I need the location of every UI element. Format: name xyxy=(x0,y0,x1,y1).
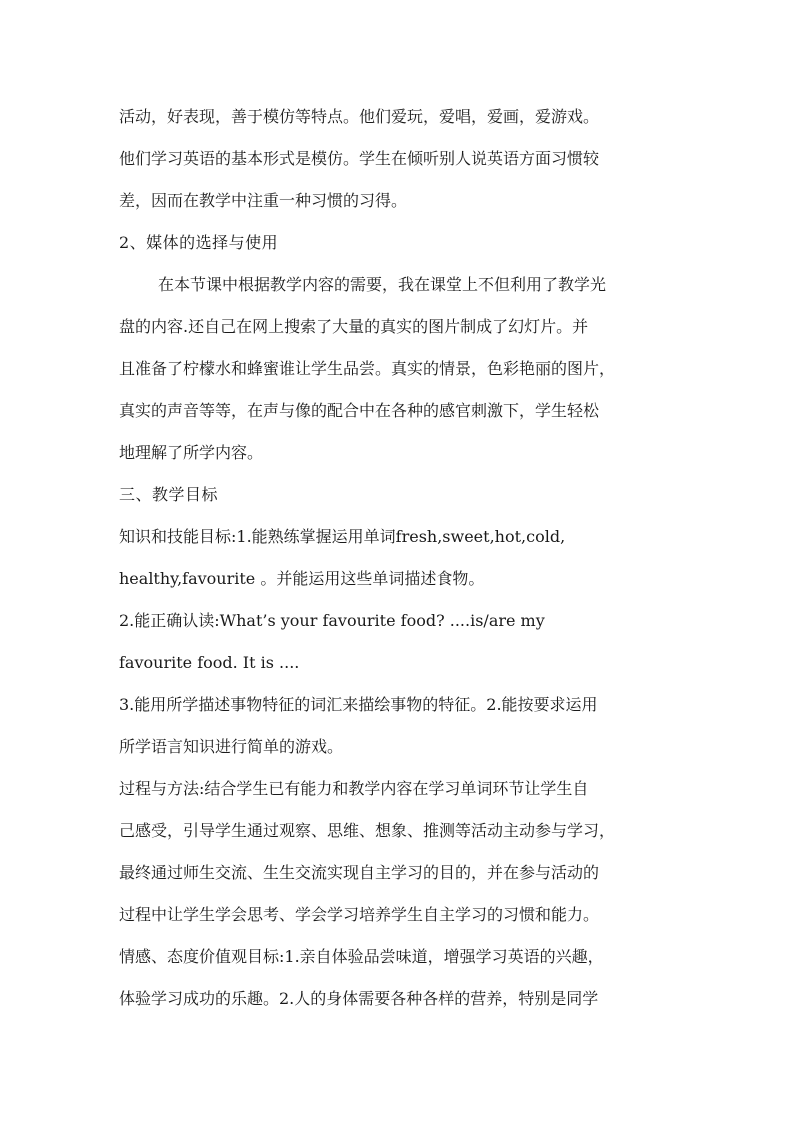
text-line: 他们学习英语的基本形式是模仿。学生在倾听别人说英语方面习惯较 xyxy=(119,149,600,168)
text-line: 盘的内容.还自己在网上搜索了大量的真实的图片制成了幻灯片。并 xyxy=(119,317,589,336)
text-line: 知识和技能目标:1.能熟练掌握运用单词fresh,sweet,hot,cold, xyxy=(119,527,566,546)
text-line: 己感受，引导学生通过观察、思维、想象、推测等活动主动参与学习， xyxy=(119,821,616,840)
text-line: 地理解了所学内容。 xyxy=(119,443,264,462)
section-heading-objectives: 三、教学目标 xyxy=(119,485,219,504)
text-line: 最终通过师生交流、生生交流实现自主学习的目的，并在参与活动的 xyxy=(119,863,600,882)
text-line: 活动，好表现，善于模仿等特点。他们爱玩，爱唱，爱画，爱游戏。 xyxy=(119,107,600,126)
text-line: 过程与方法:结合学生已有能力和教学内容在学习单词环节让学生自 xyxy=(119,779,589,798)
text-line: favourite food. It is .... xyxy=(119,653,300,672)
text-line: 过程中让学生学会思考、学会学习培养学生自主学习的习惯和能力。 xyxy=(119,905,600,924)
section-heading-media: 2、媒体的选择与使用 xyxy=(119,233,279,252)
text-line: 体验学习成功的乐趣。2.人的身体需要各种各样的营养，特别是同学 xyxy=(119,989,599,1008)
text-line: 真实的声音等等，在声与像的配合中在各种的感官刺激下，学生轻松 xyxy=(119,401,600,420)
text-line: 在本节课中根据教学内容的需要，我在课堂上不但利用了教学光 xyxy=(158,275,607,294)
text-line: 且准备了柠檬水和蜂蜜谁让学生品尝。真实的情景，色彩艳丽的图片， xyxy=(119,359,616,378)
text-line: healthy,favourite 。并能运用这些单词描述食物。 xyxy=(119,569,485,588)
text-line: 2.能正确认读:What’s your favourite food? ....is/are my xyxy=(119,611,545,630)
text-line: 所学语言知识进行简单的游戏。 xyxy=(119,737,344,756)
text-line: 差，因而在教学中注重一种习惯的习得。 xyxy=(119,191,408,210)
text-line: 情感、态度价值观目标:1.亲自体验品尝味道，增强学习英语的兴趣， xyxy=(119,947,604,966)
text-line: 3.能用所学描述事物特征的词汇来描绘事物的特征。2.能按要求运用 xyxy=(119,695,598,714)
